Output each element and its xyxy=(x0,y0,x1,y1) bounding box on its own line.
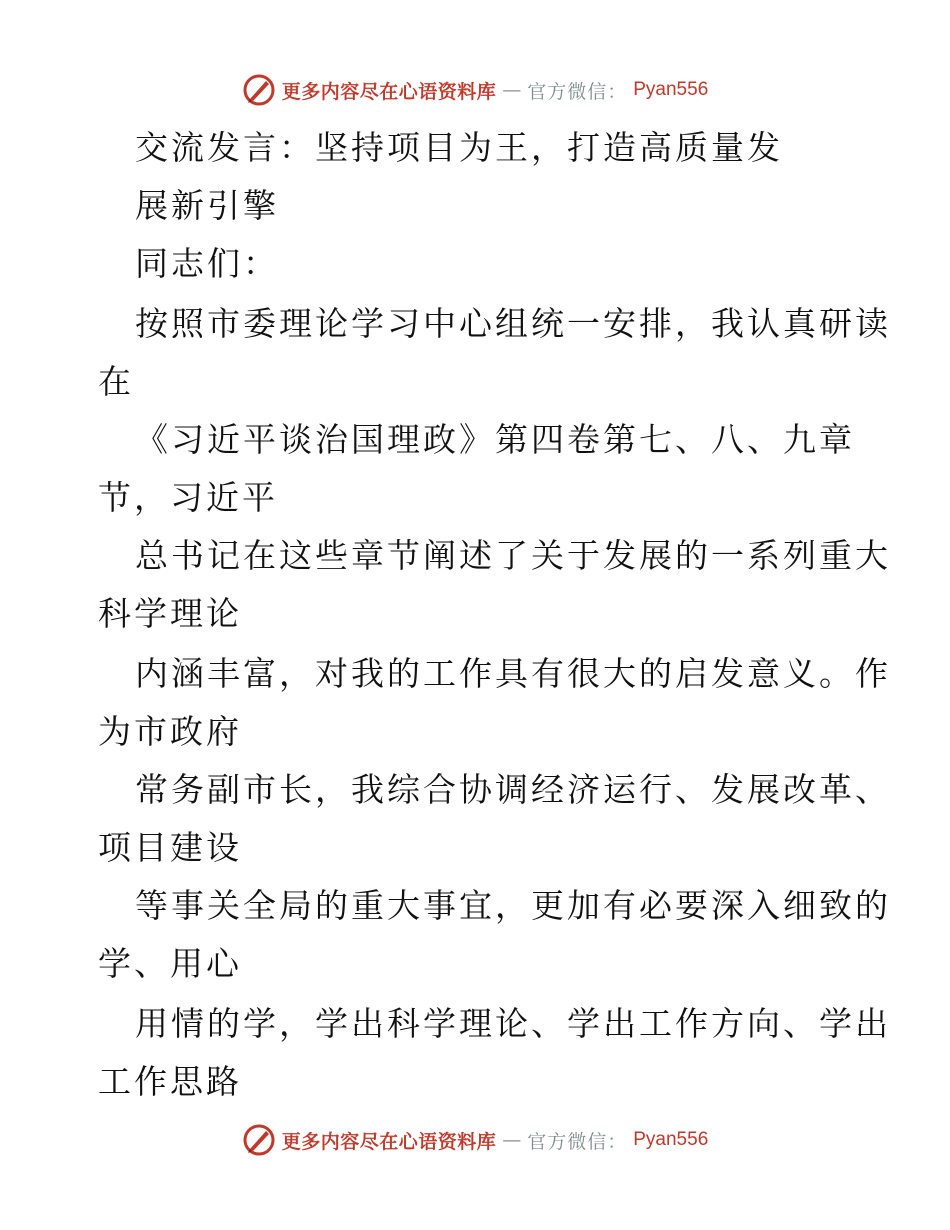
watermark-dash: — xyxy=(502,1129,522,1151)
watermark-dash: — xyxy=(502,79,522,101)
footer-watermark-banner xyxy=(0,1118,950,1162)
paragraph-line: 学、用心 xyxy=(98,944,242,983)
watermark-text: 更多内容尽在心语资料库 xyxy=(281,80,497,103)
header-watermark-banner xyxy=(0,68,950,112)
paragraph-line: 《习近平谈治国理政》第四卷第七、八、九章 xyxy=(135,420,855,459)
paragraph-line: 总书记在这些章节阐述了关于发展的一系列重大 xyxy=(135,536,891,575)
watermark-wechat-id: Pyan556 xyxy=(633,1129,709,1150)
salutation: 同志们： xyxy=(135,244,279,283)
title-line-1: 交流发言：坚持项目为王，打造高质量发 xyxy=(135,128,783,167)
paragraph-line: 内涵丰富，对我的工作具有很大的启发意义。作 xyxy=(135,654,891,693)
watermark-wechat-label: 官方微信： xyxy=(527,1130,628,1153)
quill-pen-logo-icon xyxy=(242,1123,276,1157)
paragraph-line: 用情的学，学出科学理论、学出工作方向、学出 xyxy=(135,1004,891,1043)
paragraph-line: 项目建设 xyxy=(98,828,242,867)
watermark-wechat-id: Pyan556 xyxy=(633,79,709,100)
watermark-wechat-label: 官方微信： xyxy=(527,80,628,103)
paragraph-line: 节，习近平 xyxy=(98,478,278,517)
watermark-text: 更多内容尽在心语资料库 xyxy=(281,1130,497,1153)
paragraph-line: 科学理论 xyxy=(98,594,242,633)
paragraph-line: 常务副市长，我综合协调经济运行、发展改革、 xyxy=(135,770,891,809)
paragraph-line: 工作思路 xyxy=(98,1062,242,1101)
paragraph-line: 为市政府 xyxy=(98,712,242,751)
paragraph-line: 在 xyxy=(98,362,134,401)
quill-pen-logo-icon xyxy=(242,73,276,107)
paragraph-line: 等事关全局的重大事宜，更加有必要深入细致的 xyxy=(135,886,891,925)
title-line-2: 展新引擎 xyxy=(135,186,279,225)
paragraph-line: 按照市委理论学习中心组统一安排，我认真研读 xyxy=(135,304,891,343)
